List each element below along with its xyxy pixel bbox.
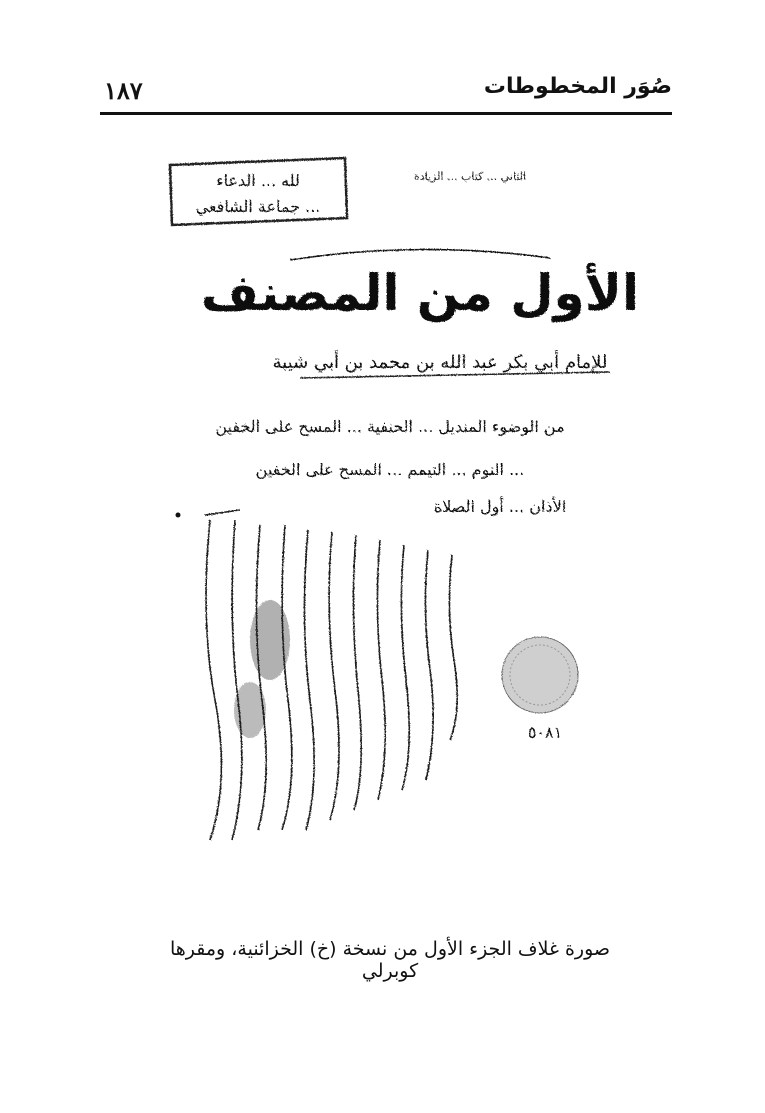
page-header — [100, 72, 672, 110]
manuscript-cover-image — [140, 140, 640, 920]
running-title: صُوَر المخطوطات — [483, 74, 672, 99]
author-line: للإمام أبي بكر عبد الله بن محمد بن أبي شيبة — [272, 352, 608, 373]
figure-caption: صورة غلاف الجزء الأول من نسخة (خ) الخزائنية، ومقرها كوبرلي — [169, 938, 611, 982]
contents-line-2: ... النوم ... التيمم ... المسح على الخفين — [255, 460, 525, 479]
manuscript-scan — [140, 140, 640, 920]
seal-box-line-2: ... جماعة الشافعي — [195, 197, 321, 216]
manuscript-title: الأول من المصنف — [200, 264, 640, 322]
round-seal — [502, 637, 578, 713]
seal-box-line-1: لله ... الدعاء — [216, 171, 300, 190]
top-note: الثاني ... كتاب ... الزيادة — [413, 170, 527, 183]
margin-number: ٥٠٨١ — [527, 723, 563, 742]
header-rule — [100, 112, 672, 115]
contents-line-3: الأذان ... أول الصلاة — [433, 497, 567, 516]
seal-box — [170, 158, 347, 225]
vertical-handwriting — [205, 510, 457, 840]
page-number: ١٨٧ — [104, 76, 143, 105]
contents-line-1: من الوضوء المنديل ... الحنفية ... المسح على الخفين — [215, 417, 565, 436]
